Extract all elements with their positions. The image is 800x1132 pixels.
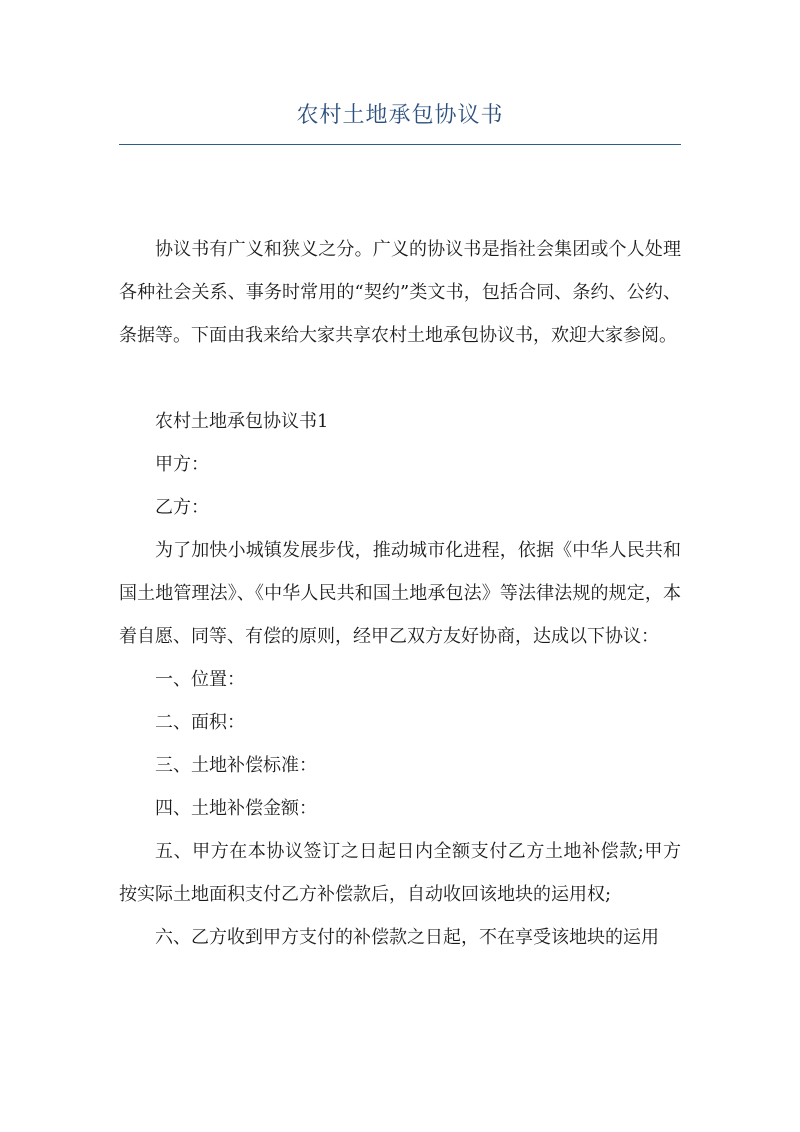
clause-2: 二、面积： — [155, 712, 245, 733]
title-underline — [119, 144, 681, 145]
party-a-line: 甲方： — [155, 454, 209, 475]
clause-1: 一、位置： — [155, 669, 245, 690]
document-body — [119, 228, 681, 959]
preamble-paragraph: 为了加快小城镇发展步伐，推动城市化进程，依据《中华人民共和国土地管理法》、《中华人民共和国土地承包法》等法律法规的规定，本着自愿、同等、有偿的原则，经甲乙双方友好协商，达成以下协议： — [119, 540, 681, 647]
intro-paragraph: 协议书有广义和狭义之分。广义的协议书是指社会集团或个人处理各种社会关系、事务时常用的“契约”类文书，包括合同、条约、公约、条据等。下面由我来给大家共享农村土地承包协议书，欢迎大家参阅。 — [119, 239, 681, 346]
clause-5: 五、甲方在本协议签订之日起日内全额支付乙方土地补偿款;甲方按实际土地面积支付乙方补偿款后，自动收回该地块的运用权; — [119, 841, 681, 905]
clause-6: 六、乙方收到甲方支付的补偿款之日起，不在享受该地块的运用 — [155, 927, 659, 948]
party-b-line: 乙方： — [155, 497, 209, 518]
section-heading: 农村土地承包协议书1 — [155, 411, 329, 432]
document-title: 农村土地承包协议书 — [296, 103, 504, 128]
clause-4: 四、土地补偿金额： — [155, 798, 317, 819]
clause-3: 三、土地补偿标准： — [155, 755, 317, 776]
